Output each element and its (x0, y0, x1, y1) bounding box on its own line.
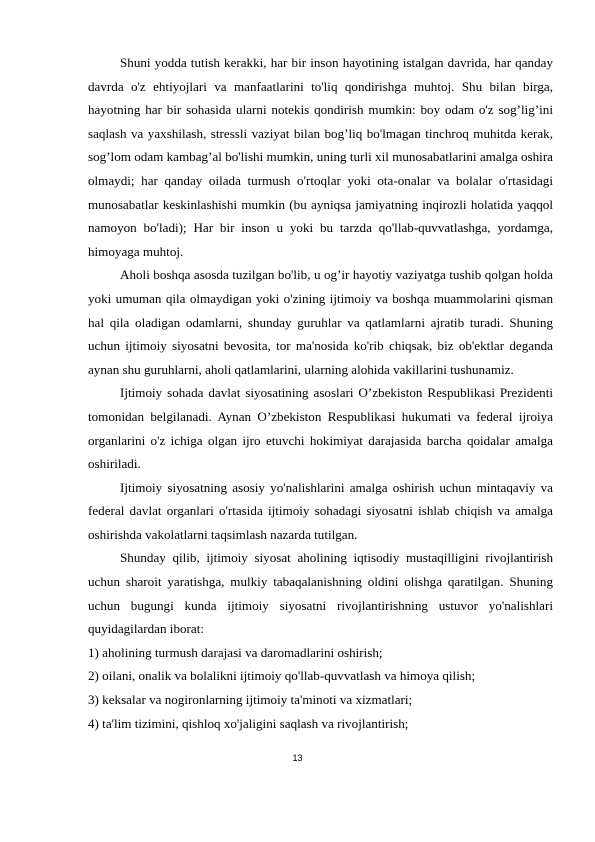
paragraph-2: Aholi boshqa asosda tuzilgan bo'lib, u og’ir hayotiy vaziyatga tushib qolgan holda yoki umuman qila olmaydigan yoki o'zining ijtimoiy va boshqa muammolarini qisman hal qila oladigan odamlarni, shunday guruhlar va qatlamlarni ajratib turadi. Shuning uchun ijtimoiy siyosatni bevosita, tor ma'nosida ko'rib chiqsak, biz ob'ektlar deganda aynan shu guruhlarni, aholi qatlamlarini, ularning alohida vakillarini tushunamiz. (88, 267, 553, 377)
paragraph-5: Shunday qilib, ijtimoiy siyosat aholining iqtisodiy mustaqilligini rivojlantirish uchun sharoit yaratishga, mulkiy tabaqalanishning oldini olishga qaratilgan. Shuning uchun bugungi kunda ijtimoiy siyosatni rivojlantirishning ustuvor yo'nalishlari quyidagilardan iborat: (88, 550, 553, 637)
list-item: 3) keksalar va nogironlarning ijtimoiy ta'minoti va xizmatlari; (88, 692, 413, 708)
paragraph-4: Ijtimoiy siyosatning asosiy yo'nalishlarini amalga oshirish uchun mintaqaviy va federal davlat organlari o'rtasida ijtimoiy sohadagi siyosatni ishlab chiqish va amalga oshirishda vakolatlarni taqsimlash nazarda tutilgan. (88, 479, 553, 542)
list-item: 1) aholining turmush darajasi va daromadlarini oshirish; (88, 644, 383, 660)
page-number: 13 (292, 753, 303, 763)
list-item: 4) ta'lim tizimini, qishloq xo'jaligini saqlash va rivojlantirish; (88, 715, 409, 731)
list-item: 2) oilani, onalik va bolalikni ijtimoiy qo'llab-quvvatlash va himoya qilish; (88, 668, 476, 684)
paragraph-1: Shuni yodda tutish kerakki, har bir inson hayotining istalgan davrida, har qanday davrda o'z ehtiyojlari va manfaatlarini to'liq qondirishga muhtoj. Shu bilan birga, hayotning har bir sohasida ularni notekis qondirish mumkin: boy odam o'z sog’lig’ini saqlash va yaxshilash, stressli vaziyat bilan bog’liq bo'lmagan tinchroq muhitda kerak, sog’lom odam kambag’al bo'lishi mumkin, uning turli xil munosabatlarini amalga oshira olmaydi; har qanday oilada turmush o'rtoqlar yoki ota-onalar va bolalar o'rtasidagi munosabatlar keskinlashishi mumkin (bu ayniqsa jamiyatning inqirozli holatida yaqqol namoyon bo'ladi); Har bir inson u yoki bu tarzda qo'llab-quvvatlashga, yordamga, himoyaga muhtoj. (88, 55, 553, 259)
priority-list (88, 641, 553, 735)
paragraph-3: Ijtimoiy sohada davlat siyosatining asoslari O’zbekiston Respublikasi Prezidenti tomonidan belgilanadi. Aynan O’zbekiston Respublikasi hukumati va federal ijroiya organlarini o'z ichiga olgan ijro etuvchi hokimiyat darajasida barcha qoidalar amalga oshiriladi. (88, 385, 553, 472)
page-body (88, 51, 553, 735)
